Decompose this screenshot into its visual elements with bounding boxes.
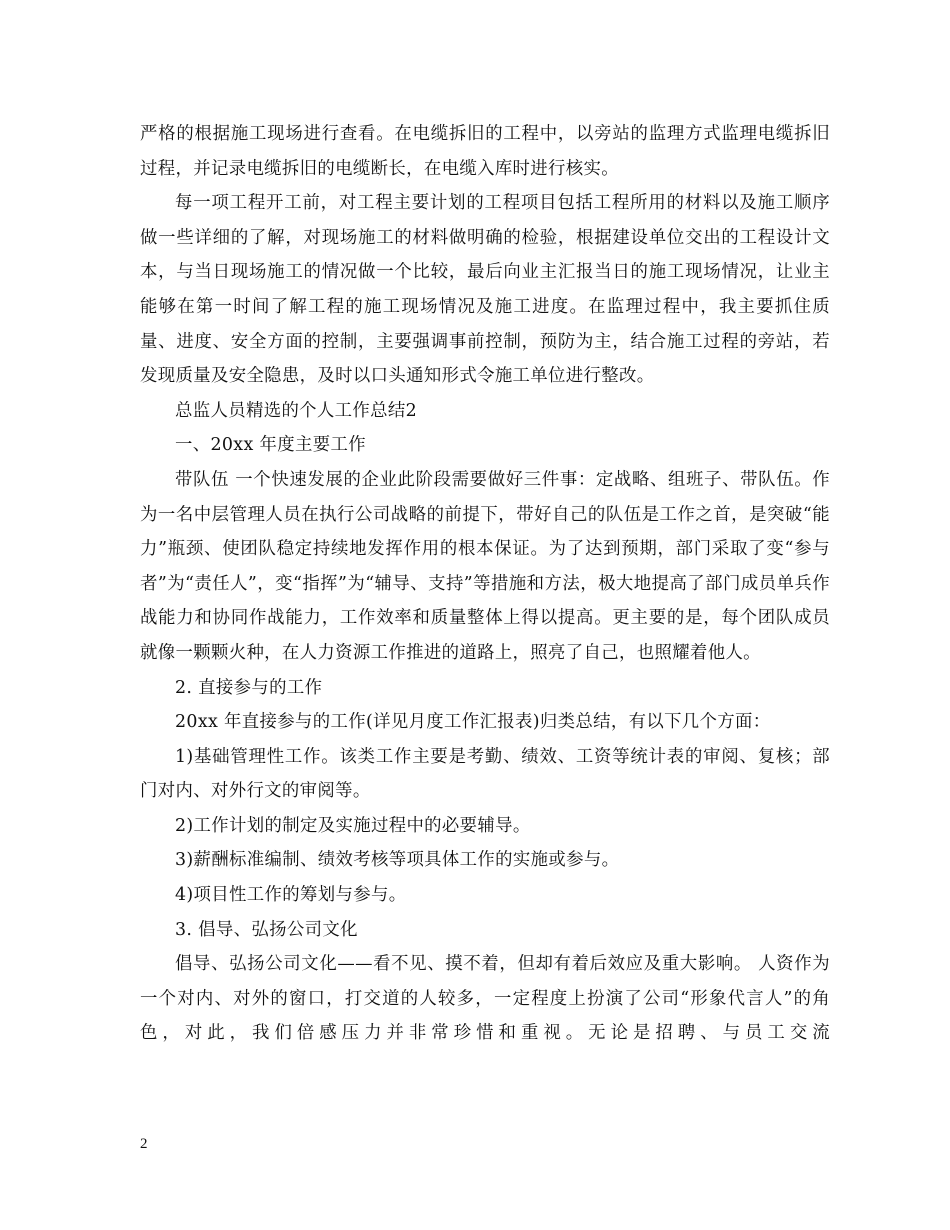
- paragraph: 带队伍 一个快速发展的企业此阶段需要做好三件事：定战略、组班子、带队伍。作为一名中层管理人员在执行公司战略的前提下，带好自己的队伍是工作之首，是突破“能力”瓶颈、使团队稳定持续地发挥作用的根本保证。为了达到预期，部门采取了变“参与者”为“责任人”，变“指挥”为“辅导、支持”等措施和方法，极大地提高了部门成员单兵作战能力和协同作战能力，工作效率和质量整体上得以提高。更主要的是，每个团队成员就像一颗颗火种，在人力资源工作推进的道路上，照亮了自己，也照耀着他人。: [140, 469, 830, 663]
- paragraph: 倡导、弘扬公司文化——看不见、摸不着，但却有着后效应及重大影响。 人资作为一个对内、对外的窗口，打交道的人较多，一定程度上扮演了公司“形象代言人”的角色，对此，我们倍感压力并非常珍惜和重视。无论是招聘、与员工交流: [140, 954, 830, 1044]
- list-item: 1)基础管理性工作。该类工作主要是考勤、绩效、工资等统计表的审阅、复核；部门对内、对外行文的审阅等。: [140, 746, 830, 802]
- paragraph: 严格的根据施工现场进行查看。在电缆拆旧的工程中，以旁站的监理方式监理电缆拆旧过程，并记录电缆拆旧的电缆断长，在电缆入库时进行核实。: [140, 124, 830, 179]
- section-heading: 总监人员精选的个人工作总结2: [175, 400, 418, 421]
- list-item: 4)项目性工作的筹划与参与。: [175, 885, 407, 906]
- section-heading: 3. 倡导、弘扬公司文化: [175, 919, 358, 940]
- paragraph: 20xx 年直接参与的工作(详见月度工作汇报表)归类总结，有以下几个方面：: [175, 712, 771, 733]
- list-item: 2)工作计划的制定及实施过程中的必要辅导。: [175, 815, 531, 836]
- paragraph: 每一项工程开工前，对工程主要计划的工程项目包括工程所用的材料以及施工顺序做一些详细的了解，对现场施工的材料做明确的检验，根据建设单位交出的工程设计文本，与当日现场施工的情况做一个比较，最后向业主汇报当日的施工现场情况，让业主能够在第一时间了解工程的施工现场情况及施工进度。在监理过程中，我主要抓住质量、进度、安全方面的控制，主要强调事前控制，预防为主，结合施工过程的旁站，若发现质量及安全隐患，及时以口头通知形式令施工单位进行整改。: [140, 193, 830, 387]
- section-heading: 一、20xx 年度主要工作: [175, 435, 366, 456]
- page-number: 2: [140, 1136, 148, 1152]
- list-item: 3)薪酬标准编制、绩效考核等项具体工作的实施或参与。: [175, 850, 620, 871]
- section-heading: 2. 直接参与的工作: [175, 677, 323, 698]
- body-text: [140, 117, 830, 1051]
